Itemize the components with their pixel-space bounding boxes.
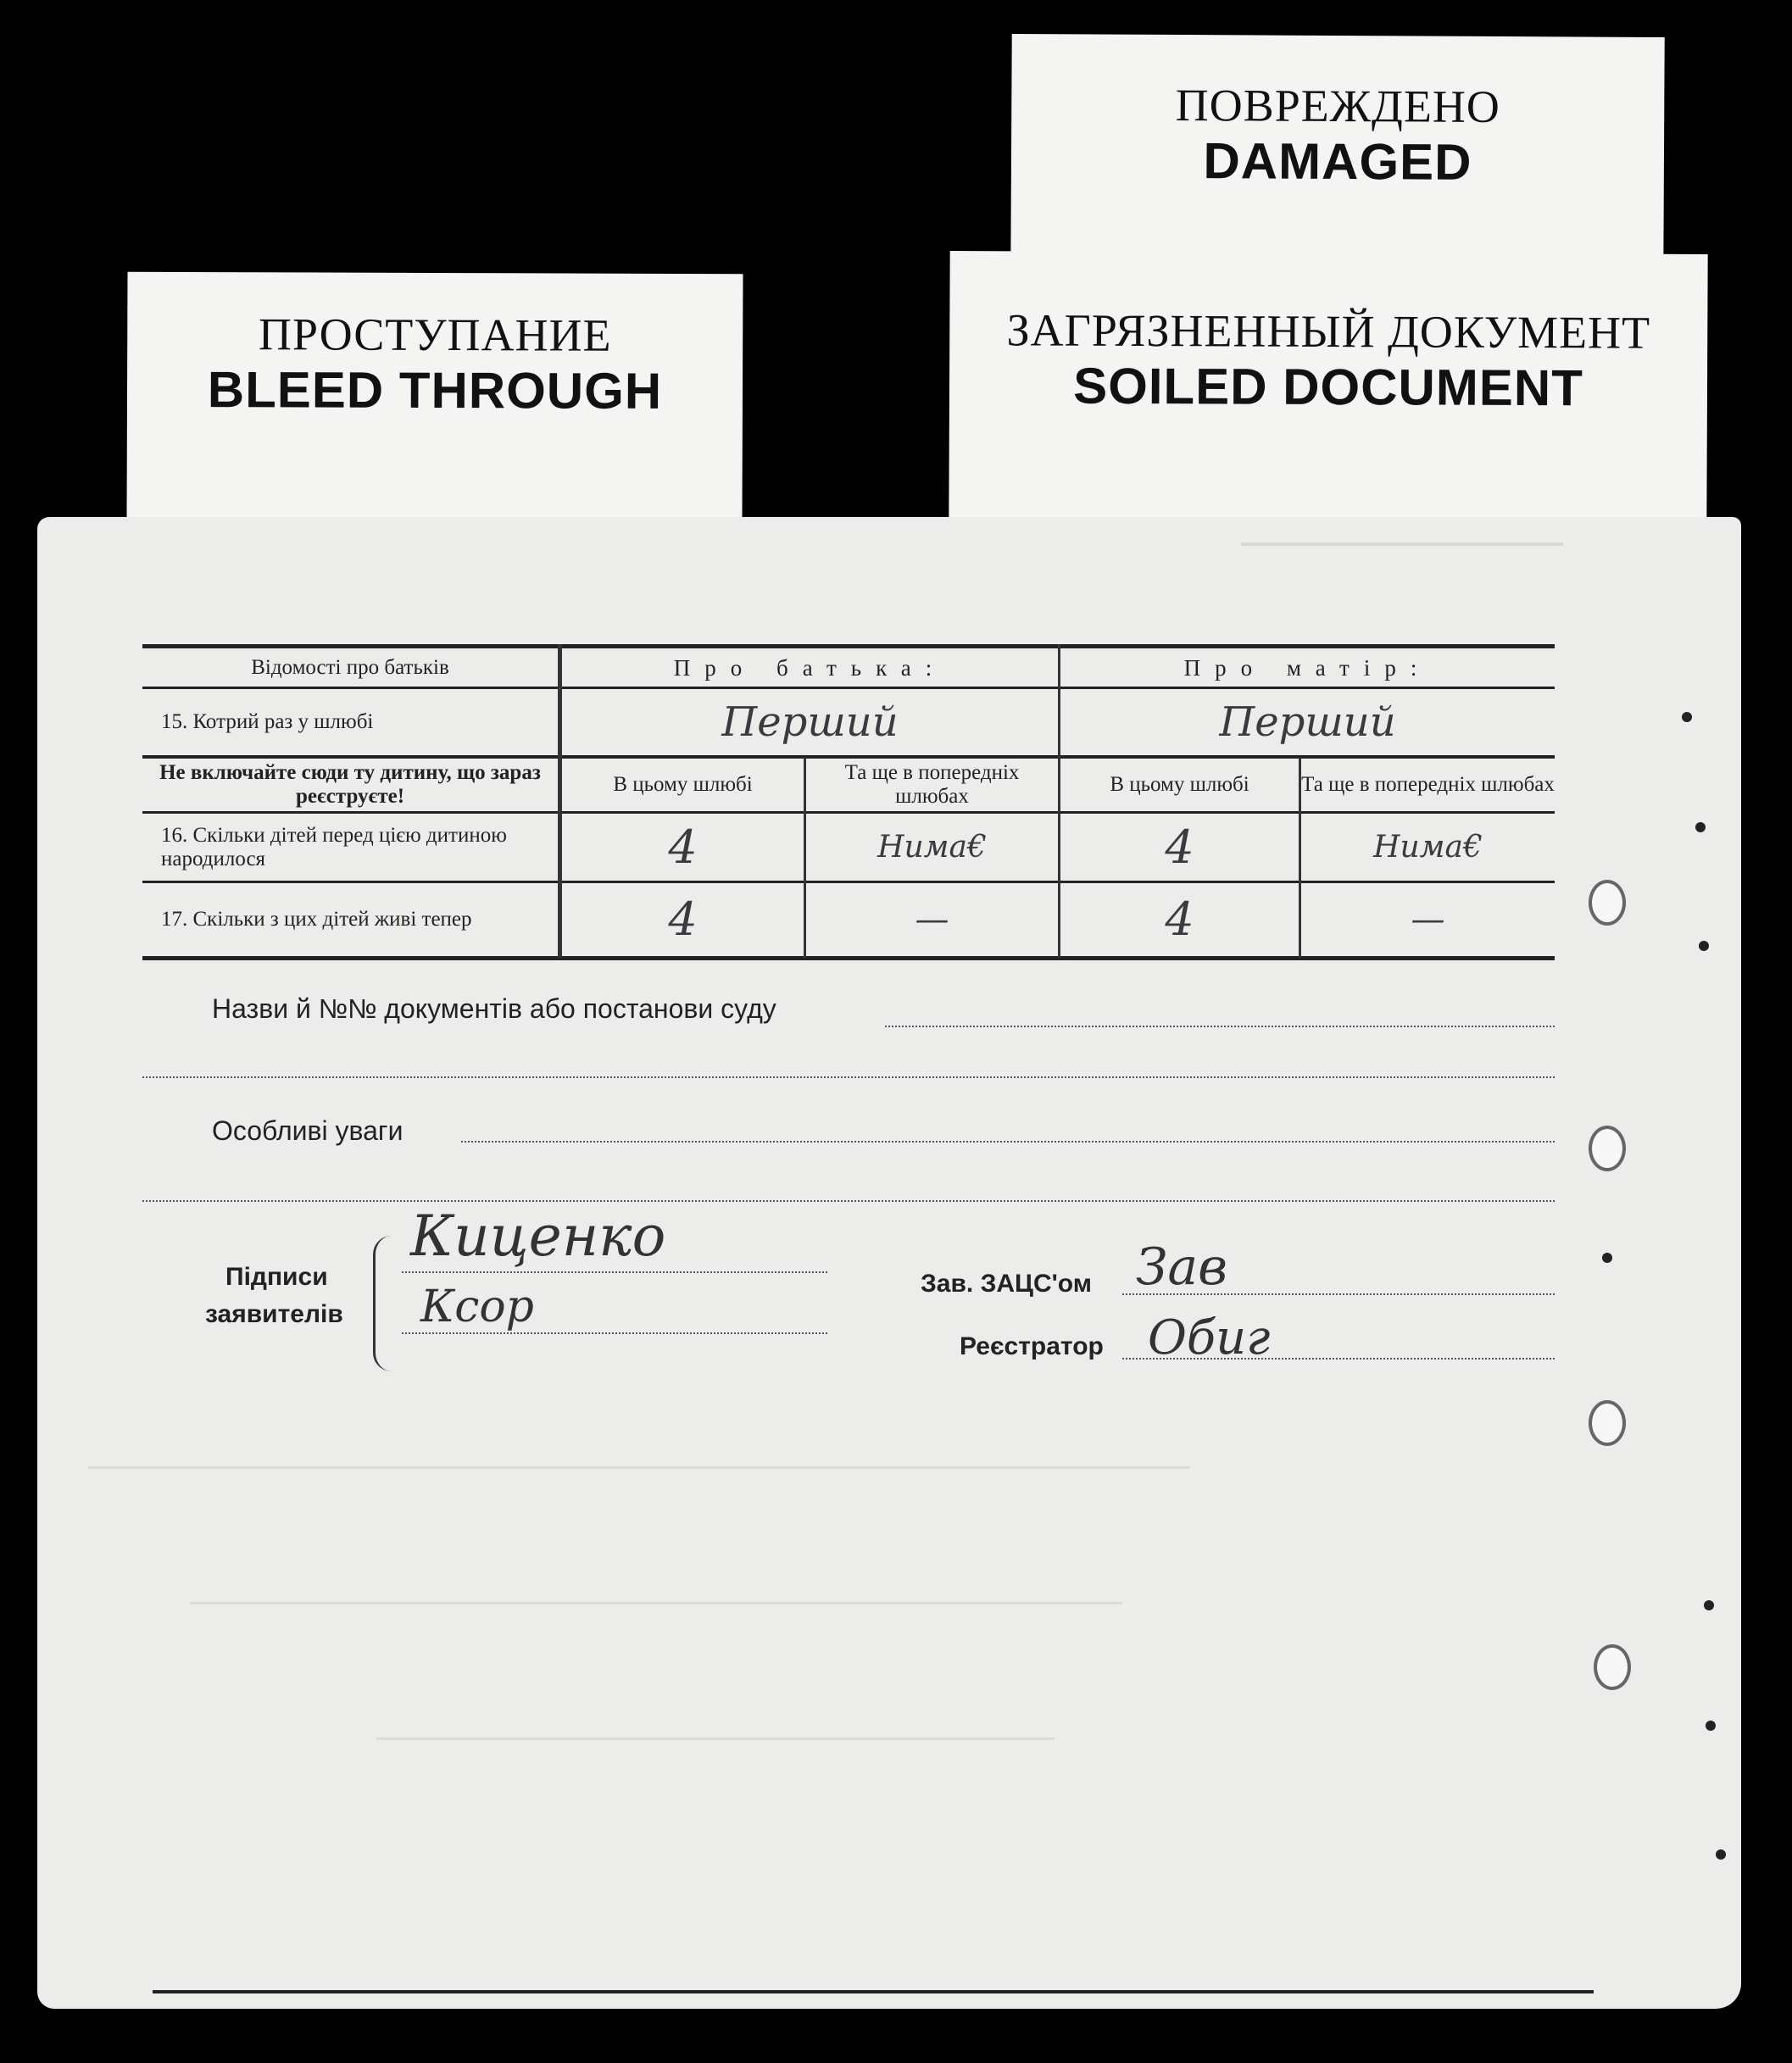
notes-line-2 [142, 1200, 1555, 1202]
applicants-label: заявителів [205, 1300, 343, 1328]
bottom-rule [153, 1990, 1594, 1993]
mother-previous-marriages-header: Та ще в попередніх шлюбах [1301, 773, 1555, 796]
soiled-en: SOILED DOCUMENT [1073, 357, 1583, 417]
bleed-through-mark [1241, 542, 1563, 546]
exclude-current-child-note: Не включайте сюди ту дитину, що зараз реєструєте! [159, 761, 541, 808]
header-parents-info: Відомості про батьків [251, 655, 449, 679]
father-this-marriage-header: В цьому шлюбі [613, 773, 753, 796]
applicant-signature-1: Киценко [410, 1204, 666, 1269]
row16-label: 16. Скільки дітей перед цією дитиною народилося [161, 823, 507, 870]
row15-father-value: Перший [721, 698, 899, 746]
row17-mother-prev: — [1411, 900, 1445, 939]
documents-line-2 [142, 1076, 1555, 1078]
documents-label: Назви й №№ документів або постанови суду [212, 993, 776, 1024]
notes-label: Особливі уваги [212, 1115, 403, 1146]
document-page [37, 517, 1741, 2009]
damaged-ru: ПОВРЕЖДЕНО [1175, 79, 1501, 133]
bleed-through-mark [190, 1602, 1122, 1604]
speck [1704, 1600, 1714, 1610]
row17-father-prev: — [915, 900, 949, 939]
soiled-ru: ЗАГРЯЗНЕННЫЙ ДОКУМЕНТ [1006, 304, 1651, 359]
punch-hole [1594, 1644, 1631, 1690]
signatures-bracket [373, 1236, 396, 1371]
row17-label: 17. Скільки з цих дітей живі тепер [161, 908, 472, 931]
speck [1682, 712, 1692, 722]
row16-father-prev: Нима€ [877, 829, 987, 865]
registrar-signature: Обиг [1148, 1310, 1271, 1365]
speck [1716, 1849, 1726, 1860]
registrar-signature-line [1122, 1358, 1555, 1360]
label-card-soiled-document [949, 251, 1707, 522]
row16-mother-this: 4 [1165, 820, 1194, 874]
mother-this-marriage-header: В цьому шлюбі [1110, 773, 1249, 796]
bleed-through-mark [88, 1466, 1190, 1469]
speck [1699, 941, 1709, 951]
row17-father-this: 4 [668, 892, 698, 946]
row16-father-this: 4 [668, 820, 698, 874]
documents-line [885, 1026, 1555, 1027]
speck [1706, 1721, 1716, 1731]
label-card-bleed-through [126, 272, 743, 520]
row17-mother-this: 4 [1165, 892, 1194, 946]
punch-hole [1589, 1126, 1626, 1171]
header-about-father: Про батька: [673, 654, 947, 681]
head-of-registry-label: Зав. ЗАЦС'ом [921, 1270, 1092, 1298]
bleed-ru: ПРОСТУПАНИЕ [258, 309, 612, 361]
signatures-label: Підписи [225, 1263, 328, 1291]
row16-mother-prev: Нима€ [1373, 829, 1483, 865]
applicant-signature-2: Ксор [420, 1282, 534, 1332]
registrar-label: Реєстратор [960, 1332, 1104, 1360]
row15-label: 15. Котрий раз у шлюбі [161, 710, 374, 733]
header-about-mother: Про матір: [1183, 654, 1432, 681]
row15-mother-value: Перший [1219, 698, 1396, 746]
speck [1602, 1253, 1612, 1263]
applicant-signature-line-1 [402, 1271, 827, 1273]
bleed-through-mark [376, 1738, 1055, 1740]
head-signature-line [1122, 1293, 1555, 1295]
punch-hole [1589, 880, 1626, 926]
bleed-en: BLEED THROUGH [207, 361, 663, 420]
label-card-damaged [1010, 34, 1664, 273]
punch-hole [1589, 1400, 1626, 1446]
speck [1695, 822, 1706, 832]
applicant-signature-line-2 [402, 1332, 827, 1334]
head-signature: Зав [1136, 1237, 1228, 1297]
notes-line [461, 1141, 1555, 1143]
father-previous-marriages-header: Та ще в попередніх шлюбах [844, 761, 1020, 808]
damaged-en: DAMAGED [1203, 132, 1472, 191]
